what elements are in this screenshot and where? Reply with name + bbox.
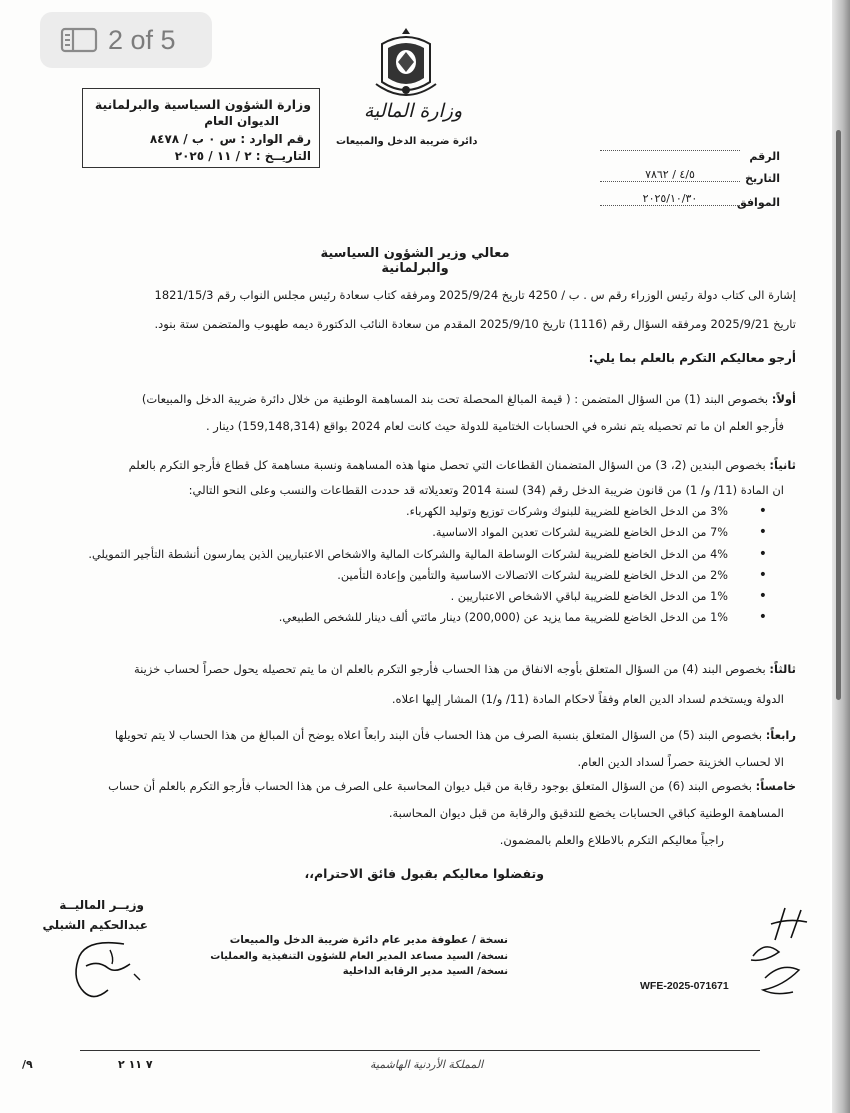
section-fourth: رابعاً: بخصوص البند (5) من السؤال المتعلق بنسبة الصرف من هذا الحساب فأن البند رابعاً اعلاه يوضح أن المبالغ من هذا الحساب لا يتم تحويلها الا لحساب الخزينة حصراً لسداد الدين العام. [114, 728, 796, 769]
stamp-date: التاريــخ : ٢ / ١١ / ٢٠٢٥ [174, 149, 311, 163]
signatory-title: وزيــر الماليــة [59, 898, 144, 912]
request-line: أرجو معاليكم التكرم بالعلم بما يلي: [588, 351, 796, 365]
page-edge-scrollbar[interactable] [832, 0, 850, 1113]
ministry-logo-text: وزارة المالية [363, 100, 463, 122]
closing-remark: راجياً معاليكم التكرم بالاطلاع والعلم بالمضمون. [499, 833, 724, 847]
stamp-ministry: وزارة الشؤون السياسية والبرلمانية [94, 97, 311, 112]
footer-divider [80, 1050, 760, 1051]
footer-page-mark: /٩ [22, 1058, 33, 1071]
incoming-stamp [82, 88, 320, 168]
page-indicator[interactable] [40, 12, 212, 68]
gregorian-date: ٢٠٢٥/١٠/٣٠ [600, 192, 740, 206]
page-counter: 2 of 5 [108, 24, 176, 55]
corresponding-date-row: الموافق ٢٠٢٥/١٠/٣٠ [600, 196, 780, 212]
copy-line-3: نسخة/ السيد مدير الرقابة الداخلية [342, 966, 508, 977]
percentage-list [60, 505, 780, 633]
coat-of-arms-icon [372, 24, 440, 102]
reference-number: ٤/٥ / ٧٨٦٢ [600, 168, 740, 182]
list-item: • 3% من الدخل الخاضع للضريبة للبنوك وشركات توزيع وتوليد الكهرباء. [60, 505, 780, 526]
copy-line-1: نسخة / عطوفة مدير عام دائرة ضريبة الدخل والمبيعات [229, 934, 508, 946]
reference-row: الرقم [600, 150, 780, 166]
sidebar-panel-icon[interactable] [60, 27, 98, 53]
footer-date: ٧ ١١ ٢ [118, 1058, 153, 1071]
addressee-title: معالي وزير الشؤون السياسية والبرلمانية [320, 246, 510, 276]
closing-salutation: وتفضلوا معاليكم بقبول فائق الاحترام،، [304, 866, 544, 881]
document-code: WFE-2025-071671 [640, 980, 729, 992]
date-row: التاريخ ٤/٥ / ٧٨٦٢ [600, 172, 780, 188]
list-item: • 1% من الدخل الخاضع للضريبة مما يزيد عن (200,000) دينار مائتي ألف دينار للشخص الطبيعي. [60, 611, 780, 632]
minister-signature [64, 930, 154, 1010]
list-item: • 4% من الدخل الخاضع للضريبة لشركات الوساطة المالية والشركات المالية والاشخاص الاعتباريين الذين يمارسون أنشطة التأجير التمويلي. [60, 548, 780, 569]
signatory-name: عبدالحكيم الشبلي [42, 918, 148, 932]
section-first: أولاً: بخصوص البند (1) من السؤال المتضمن : ( قيمة المبالغ المحصلة تحت بند المساهمة الوطنية من خلال دائرة ضريبة الدخل والمبيعات) فأرجو العلم ان ما تم تحصيله يتم نشره في الحسابات الختامية للدولة حيث كانت لعام 2024 بواقع (159,148,314) دينار . [141, 392, 796, 433]
intro-paragraph: إشارة الى كتاب دولة رئيس الوزراء رقم س . ب / 4250 تاريخ 2025/9/24 ومرفقه كتاب سعادة رئيس مجلس النواب رقم 1821/15/3 تاريخ 2025/9/21 ومرفقه السؤال رقم (1116) تاريخ 2025/9/10 المقدم من سعادة النائب الدكتورة ديمه طهبوب والمتضمن ستة بنود. [154, 288, 796, 331]
stamp-office: الديوان العام [204, 114, 279, 128]
stamp-incoming-number: رقم الوارد : س ٠ ب / ٨٤٧٨ [149, 132, 311, 146]
list-item: • 1% من الدخل الخاضع للضريبة لباقي الاشخاص الاعتباريين . [60, 590, 780, 611]
section-second: ثانياً: بخصوص البندين (2، 3) من السؤال المتضمنان القطاعات التي تحصل منها هذه المساهمة ونسبة مساهمة كل قطاع فأرجو التكرم بالعلم ان المادة (11/ و/ 1) من قانون ضريبة الدخل رقم (34) لسنة 2014 وتعديلاته قد حددت القطاعات والنسب وعلى النحو التالي: [128, 458, 796, 497]
department-name: دائرة ضريبة الدخل والمبيعات [336, 136, 478, 147]
copy-line-2: نسخة/ السيد مساعد المدير العام للشؤون التنفيذية والعمليات [210, 951, 508, 962]
footer-seal-text: المملكة الأردنية الهاشمية [370, 1058, 484, 1071]
section-fifth: خامساً: بخصوص البند (6) من السؤال المتعلق بوجود رقابة من قبل ديوان المحاسبة على الصرف من هذا الحساب فأرجو التكرم بالعلم أن حساب المساهمة الوطنية كباقي الحسابات يخضع للتدقيق والرقابة من قبل ديوان المحاسبة. [108, 779, 796, 820]
initials-signature [745, 900, 815, 1010]
scroll-thumb[interactable] [836, 130, 841, 700]
section-third: ثالثاً: بخصوص البند (4) من السؤال المتعلق بأوجه الانفاق من هذا الحساب فأرجو التكرم بالعلم ان ما يتم تحصيله يحول حصراً لحساب خزينة الدولة ويستخدم لسداد الدين العام وفقاً لاحكام المادة (11/ و/1) المشار إليها اعلاه. [133, 662, 796, 706]
list-item: • 7% من الدخل الخاضع للضريبة لشركات تعدين المواد الاساسية. [60, 526, 780, 547]
list-item: • 2% من الدخل الخاضع للضريبة لشركات الاتصالات الاساسية والتأمين وإعادة التأمين. [60, 569, 780, 590]
